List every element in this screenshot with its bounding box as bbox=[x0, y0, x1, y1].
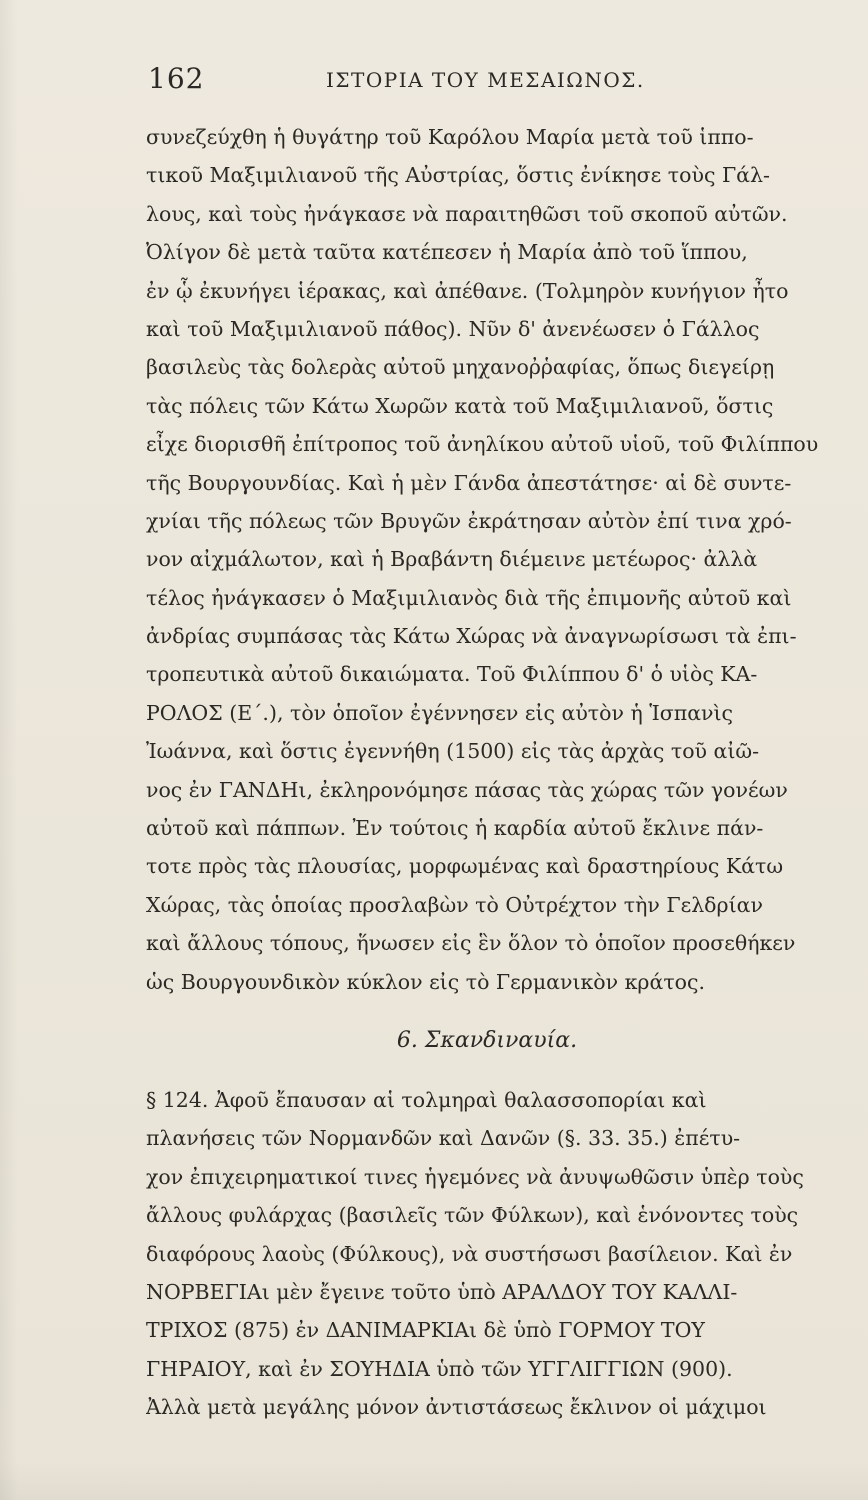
page-number: 162 bbox=[148, 62, 205, 95]
text-line: ἄλλους φυλάρχας (βασιλεῖς τῶν Φύλκων), καὶ ἑνόνοντες τοὺς bbox=[146, 1203, 799, 1228]
text-line: § 124. Ἀφοῦ ἔπαυσαν αἱ τολμηραὶ θαλασσοπορίαι καὶ bbox=[146, 1087, 707, 1112]
paragraph-2 bbox=[146, 1081, 818, 1427]
text-line: τικοῦ Μαξιμιλιανοῦ τῆς Αὐστρίας, ὅστις ἐνίκησε τοὺς Γάλ- bbox=[146, 163, 770, 188]
text-line: ΡΟΛΟΣ (Ε΄.), τὸν ὁποῖον ἐγέννησεν εἰς αὐτὸν ἡ Ἱσπανὶς bbox=[146, 700, 734, 725]
body-text bbox=[146, 118, 818, 1427]
text-line: Ἰωάννα, καὶ ὅστις ἐγεννήθη (1500) εἰς τὰς ἀρχὰς τοῦ αἰῶ- bbox=[146, 739, 760, 764]
paragraph-1 bbox=[146, 118, 818, 1001]
text-line: καὶ τοῦ Μαξιμιλιανοῦ πάθος). Νῦν δ' ἀνενέωσεν ὁ Γάλλος bbox=[146, 316, 760, 341]
text-line: εἶχε διορισθῆ ἐπίτροπος τοῦ ἀνηλίκου αὐτοῦ υἱοῦ, τοῦ Φιλίππου bbox=[146, 432, 818, 457]
text-line: νον αἰχμάλωτον, καὶ ἡ Βραβάντη διέμεινε μετέωρος· ἀλλὰ bbox=[146, 547, 758, 572]
text-line: ἐν ᾧ ἐκυνήγει ἱέρακας, καὶ ἀπέθανε. (Τολμηρὸν κυνήγιον ἦτο bbox=[146, 278, 789, 303]
text-line: χνίαι τῆς πόλεως τῶν Βρυγῶν ἐκράτησαν αὐτὸν ἐπί τινα χρό- bbox=[146, 508, 792, 533]
text-line: αὐτοῦ καὶ πάππων. Ἐν τούτοις ἡ καρδία αὐτοῦ ἔκλινε πάν- bbox=[146, 816, 764, 841]
spacer bbox=[146, 1069, 818, 1081]
text-line: τοτε πρὸς τὰς πλουσίας, μορφωμένας καὶ δραστηρίους Κάτω bbox=[146, 854, 784, 879]
text-line: συνεζεύχθη ἡ θυγάτηρ τοῦ Καρόλου Μαρία μετὰ τοῦ ἱππο- bbox=[146, 125, 754, 149]
text-line: ἀνδρίας συμπάσας τὰς Κάτω Χώρας νὰ ἀναγνωρίσωσι τὰ ἐπι- bbox=[146, 624, 797, 649]
running-head: ΙΣΤΟΡΙΑ ΤΟΥ ΜΕΣΑΙΩΝΟΣ. bbox=[326, 68, 645, 92]
text-line: ὡς Βουργουνδικὸν κύκλον εἰς τὸ Γερμανικὸν κράτος. bbox=[146, 969, 706, 994]
text-line: ΤΡΙΧΟΣ (875) ἐν ΔΑΝΙΜΑΡΚΙΑι δὲ ὑπὸ ΓΟΡΜΟΥ ΤΟΥ bbox=[146, 1318, 705, 1343]
text-line: λους, καὶ τοὺς ἠνάγκασε νὰ παραιτηθῶσι τοῦ σκοποῦ αὐτῶν. bbox=[146, 201, 788, 226]
text-line: χον ἐπιχειρηματικοί τινες ἡγεμόνες νὰ ἀνυψωθῶσιν ὑπὲρ τοὺς bbox=[146, 1164, 804, 1189]
text-line: Ὀλίγον δὲ μετὰ ταῦτα κατέπεσεν ἡ Μαρία ἀπὸ τοῦ ἵππου, bbox=[146, 240, 748, 265]
text-line: Χώρας, τὰς ὁποίας προσλαβὼν τὸ Οὐτρέχτον τὴν Γελδρίαν bbox=[146, 892, 763, 917]
text-line: τροπευτικὰ αὐτοῦ δικαιώματα. Τοῦ Φιλίππου δ' ὁ υἱὸς ΚΑ- bbox=[146, 662, 758, 687]
text-line: πλανήσεις τῶν Νορμανδῶν καὶ Δανῶν (§. 33. 35.) ἐπέτυ- bbox=[146, 1126, 741, 1151]
text-line: τῆς Βουργουνδίας. Καὶ ἡ μὲν Γάνδα ἀπεστάτησε· αἱ δὲ συντε- bbox=[146, 470, 792, 495]
text-line: νος ἐν ΓΑΝΔΗι, ἐκληρονόμησε πάσας τὰς χώρας τῶν γονέων bbox=[146, 777, 788, 802]
text-line: ΓΗΡΑΙΟΥ, καὶ ἐν ΣΟΥΗΔΙΑ ὑπὸ τῶν ΥΓΓΛΙΓΓΙΩΝ (900). bbox=[146, 1356, 733, 1381]
text-line: βασιλεὺς τὰς δολερὰς αὐτοῦ μηχανοῤῥαφίας, ὅπως διεγείρῃ bbox=[146, 355, 775, 380]
text-line: καὶ ἄλλους τόπους, ἥνωσεν εἰς ἓν ὅλον τὸ ὁποῖον προσεθήκεν bbox=[146, 931, 796, 956]
page-bottom-edge bbox=[0, 1460, 868, 1500]
spacer bbox=[146, 1001, 818, 1013]
text-line: τὰς πόλεις τῶν Κάτω Χωρῶν κατὰ τοῦ Μαξιμιλιανοῦ, ὅστις bbox=[146, 393, 774, 418]
text-line: διαφόρους λαοὺς (Φύλκους), νὰ συστήσωσι βασίλειον. Καὶ ἐν bbox=[146, 1241, 793, 1266]
section-heading: 6. Σκανδιναυία. bbox=[396, 1027, 578, 1053]
page-header bbox=[148, 62, 668, 102]
text-line: τέλος ἠνάγκασεν ὁ Μαξιμιλιανὸς διὰ τῆς ἐπιμονῆς αὐτοῦ καὶ bbox=[146, 585, 792, 610]
text-line: Ἀλλὰ μετὰ μεγάλης μόνον ἀντιστάσεως ἔκλινον οἱ μάχιμοι bbox=[146, 1395, 767, 1420]
text-line: ΝΟΡΒΕΓΙΑι μὲν ἔγεινε τοῦτο ὑπὸ ΑΡΑΛΔΟΥ ΤΟΥ ΚΑΛΛΙ- bbox=[146, 1279, 738, 1304]
